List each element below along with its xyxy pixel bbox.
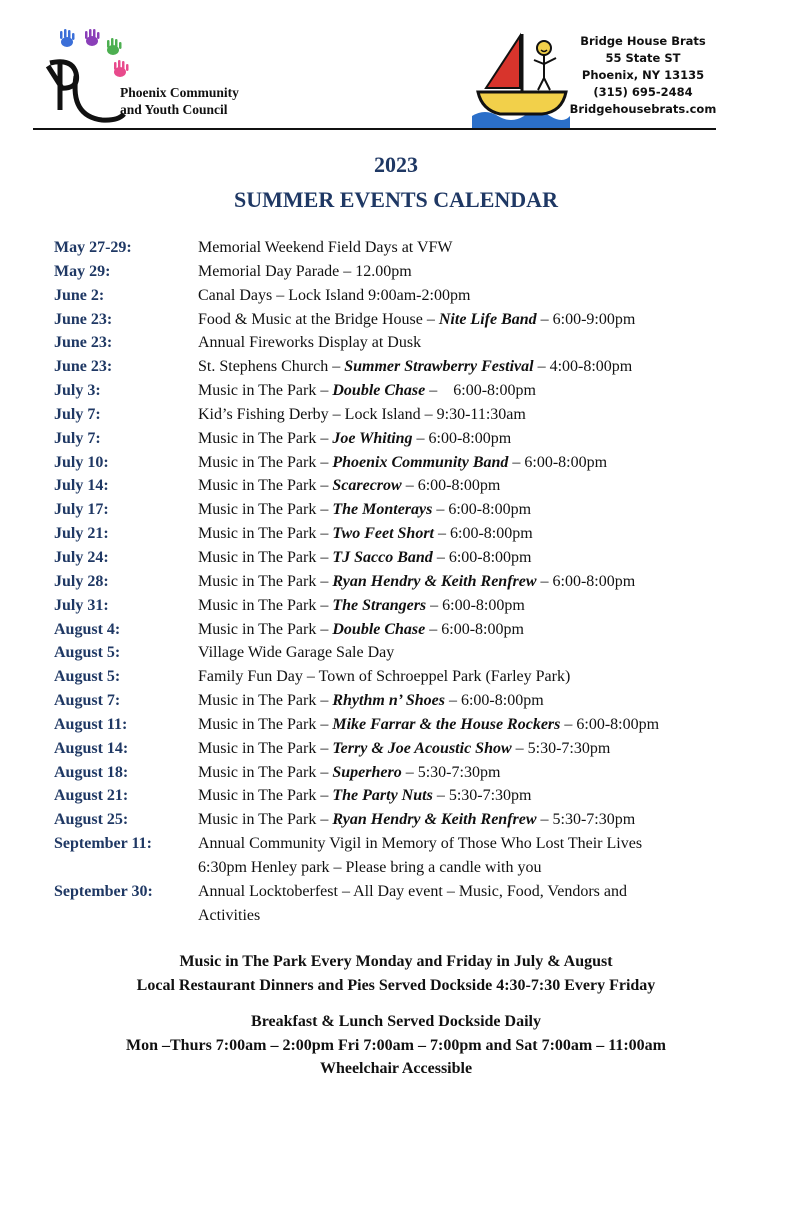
event-text-segment: Music in The Park – — [198, 692, 333, 710]
event-date: August 4: — [54, 620, 121, 638]
event-description-line — [198, 379, 754, 403]
calendar-title: SUMMER EVENTS CALENDAR — [234, 187, 558, 212]
event-row — [54, 522, 754, 546]
event-description — [198, 284, 754, 308]
event-description-line — [198, 880, 754, 904]
event-description — [198, 641, 754, 665]
event-description-line — [198, 355, 754, 379]
event-description — [198, 260, 754, 284]
blue-handprint-icon — [60, 29, 75, 47]
event-date: September 11: — [54, 835, 152, 853]
event-text-segment: Annual Locktoberfest – All Day event – Music, Food, Vendors and — [198, 882, 627, 900]
event-text-segment: Music in The Park – — [198, 501, 333, 519]
event-row — [54, 784, 754, 808]
event-text-segment: – 6:00-9:00pm — [536, 310, 636, 328]
event-text-segment: Memorial Day Parade – 12.00pm — [198, 262, 412, 280]
event-description — [198, 427, 754, 451]
event-date: June 23: — [54, 310, 113, 328]
performer-name: Summer Strawberry Festival — [344, 358, 534, 376]
contact-city: Phoenix, NY 13135 — [581, 68, 705, 82]
event-row — [54, 236, 754, 260]
event-description — [198, 570, 754, 594]
bridge-house-brats-logo — [470, 30, 720, 130]
performer-name: Two Feet Short — [332, 525, 434, 543]
schedule-note — [0, 950, 792, 997]
dockside-note — [0, 1010, 792, 1081]
event-description — [198, 665, 754, 689]
event-description-line — [198, 451, 754, 475]
event-row — [54, 594, 754, 618]
event-text-segment: – 6:00-8:00pm — [432, 548, 532, 566]
hours-note-line: Mon –Thurs 7:00am – 2:00pm Fri 7:00am – 7:00pm and Sat 7:00am – 11:00am — [126, 1036, 666, 1054]
event-text-segment: Music in The Park – — [198, 477, 333, 495]
performer-name: Mike Farrar & the House Rockers — [332, 715, 561, 733]
event-text-segment: Kid’s Fishing Derby – Lock Island – 9:30-11:30am — [198, 405, 526, 423]
event-date: May 29: — [54, 262, 111, 280]
event-text-segment: – 6:00-8:00pm — [434, 525, 533, 543]
event-description — [198, 618, 754, 642]
event-row — [54, 260, 754, 284]
event-row — [54, 570, 754, 594]
event-text-segment: St. Stephens Church – — [198, 358, 345, 376]
event-text-segment: Music in The Park – — [198, 763, 333, 781]
event-row — [54, 331, 754, 355]
event-date: July 14: — [54, 477, 109, 495]
event-row — [54, 737, 754, 761]
event-row — [54, 665, 754, 689]
event-description-line — [198, 808, 754, 832]
event-date: August 21: — [54, 787, 129, 805]
event-row — [54, 427, 754, 451]
event-text-segment: – 6:00-8:00pm — [425, 382, 536, 400]
event-description-line — [198, 594, 754, 618]
event-text-segment: Annual Community Vigil in Memory of Those Who Lost Their Lives — [198, 835, 643, 853]
event-description-line — [198, 665, 754, 689]
event-description — [198, 308, 754, 332]
event-date: June 23: — [54, 358, 113, 376]
event-date: August 5: — [54, 668, 121, 686]
event-text-segment: – 6:00-8:00pm — [425, 620, 524, 638]
event-date: July 21: — [54, 525, 109, 543]
events-list — [54, 236, 754, 927]
event-text-segment: – 6:00-8:00pm — [560, 715, 660, 733]
event-description-line — [198, 832, 754, 856]
event-description-line — [198, 522, 754, 546]
event-text-segment: Canal Days – Lock Island 9:00am-2:00pm — [198, 286, 471, 304]
performer-name: Ryan Hendry & Keith Renfrew — [332, 572, 537, 590]
event-description — [198, 379, 754, 403]
event-description-line — [198, 546, 754, 570]
org-name — [120, 84, 239, 118]
green-handprint-icon — [107, 38, 122, 55]
event-text-segment: Music in The Park – — [198, 525, 333, 543]
event-row — [54, 618, 754, 642]
event-row — [54, 355, 754, 379]
event-description-line — [198, 284, 754, 308]
event-description-line — [198, 856, 754, 880]
event-description — [198, 880, 754, 928]
event-text-segment: – 6:00-8:00pm — [444, 692, 544, 710]
event-text-segment: Village Wide Garage Sale Day — [198, 644, 395, 662]
performer-name: Phoenix Community Band — [332, 453, 509, 471]
event-date: July 7: — [54, 429, 101, 447]
event-text-segment: Music in The Park – — [198, 548, 333, 566]
event-description — [198, 808, 754, 832]
event-description-line — [198, 236, 754, 260]
event-description-line — [198, 784, 754, 808]
performer-name: The Strangers — [332, 596, 427, 614]
contact-website: Bridgehousebrats.com — [569, 102, 717, 116]
event-date: July 17: — [54, 501, 109, 519]
event-text-segment: – 6:00-8:00pm — [536, 572, 636, 590]
event-text-segment: Food & Music at the Bridge House – — [198, 310, 439, 328]
dinner-note-line: Local Restaurant Dinners and Pies Served Dockside 4:30-7:30 Every Friday — [136, 976, 656, 994]
event-text-segment: – 6:00-8:00pm — [401, 477, 501, 495]
event-text-segment: – 5:30-7:30pm — [401, 763, 501, 781]
event-date: August 11: — [54, 715, 128, 733]
event-date: July 10: — [54, 453, 109, 471]
event-date: July 28: — [54, 572, 109, 590]
event-description — [198, 689, 754, 713]
event-description-line — [198, 498, 754, 522]
event-date: August 25: — [54, 811, 129, 829]
event-row — [54, 403, 754, 427]
event-text-segment: – 6:00-8:00pm — [432, 501, 532, 519]
event-row — [54, 880, 754, 928]
event-description — [198, 832, 754, 880]
event-row — [54, 498, 754, 522]
event-description — [198, 331, 754, 355]
performer-name: Scarecrow — [332, 477, 402, 495]
event-description — [198, 498, 754, 522]
event-description — [198, 594, 754, 618]
event-text-segment: Music in The Park – — [198, 382, 333, 400]
event-row — [54, 474, 754, 498]
event-row — [54, 832, 754, 880]
event-row — [54, 713, 754, 737]
event-text-segment: Music in The Park – — [198, 572, 333, 590]
performer-name: Nite Life Band — [438, 310, 537, 328]
event-date: May 27-29: — [54, 239, 132, 256]
event-row — [54, 546, 754, 570]
pink-handprint-icon — [114, 60, 129, 77]
performer-name: Superhero — [332, 763, 402, 781]
event-text-segment: – 4:00-8:00pm — [533, 358, 633, 376]
event-date: August 7: — [54, 692, 121, 710]
event-description — [198, 355, 754, 379]
event-text-segment: – 5:30-7:30pm — [511, 739, 611, 757]
event-text-segment: Music in The Park – — [198, 596, 333, 614]
event-description-line — [198, 427, 754, 451]
event-text-segment: Activities — [198, 906, 261, 924]
event-text-segment: Music in The Park – — [198, 715, 333, 733]
performer-name: TJ Sacco Band — [332, 548, 433, 566]
event-text-segment: – 6:00-8:00pm — [412, 429, 512, 447]
performer-name: Joe Whiting — [332, 429, 413, 447]
event-description — [198, 403, 754, 427]
event-text-segment: Music in The Park – — [198, 811, 333, 829]
event-text-segment: Music in The Park – — [198, 739, 333, 757]
contact-phone: (315) 695-2484 — [593, 85, 693, 99]
performer-name: Terry & Joe Acoustic Show — [332, 739, 512, 757]
event-description — [198, 784, 754, 808]
event-text-segment: – 5:30-7:30pm — [536, 811, 636, 829]
event-row — [54, 761, 754, 785]
event-row — [54, 808, 754, 832]
event-description-line — [198, 403, 754, 427]
event-row — [54, 689, 754, 713]
event-description-line — [198, 618, 754, 642]
event-date: July 31: — [54, 596, 109, 614]
event-description-line — [198, 570, 754, 594]
event-description-line — [198, 713, 754, 737]
contact-street: 55 State ST — [605, 51, 681, 65]
performer-name: Double Chase — [332, 620, 426, 638]
year-title: 2023 — [374, 152, 418, 177]
event-description-line — [198, 641, 754, 665]
breakfast-note-line: Breakfast & Lunch Served Dockside Daily — [251, 1013, 541, 1030]
event-row — [54, 284, 754, 308]
event-text-segment: – 6:00-8:00pm — [426, 596, 525, 614]
event-description — [198, 713, 754, 737]
event-date: July 24: — [54, 548, 109, 566]
event-text-segment: Music in The Park – — [198, 620, 333, 638]
event-row — [54, 641, 754, 665]
accessibility-note-line: Wheelchair Accessible — [319, 1060, 473, 1077]
event-description-line — [198, 761, 754, 785]
org-name-line-1: Phoenix Community — [120, 85, 239, 100]
event-description-line — [198, 331, 754, 355]
event-date: June 23: — [54, 334, 113, 352]
event-description-line — [198, 689, 754, 713]
event-date: September 30: — [54, 882, 153, 900]
event-text-segment: Music in The Park – — [198, 453, 333, 471]
performer-name: The Monterays — [332, 501, 433, 519]
event-date: August 18: — [54, 763, 129, 781]
event-description — [198, 451, 754, 475]
event-text-segment: – 5:30-7:30pm — [432, 787, 532, 805]
music-note-line: Music in The Park Every Monday and Friday in July & August — [179, 953, 613, 970]
pcyc-logo — [40, 28, 270, 128]
sailboat-logo-icon — [470, 30, 570, 130]
event-description-line — [198, 260, 754, 284]
event-description-line — [198, 737, 754, 761]
event-date: August 14: — [54, 739, 129, 757]
event-text-segment: – 6:00-8:00pm — [508, 453, 608, 471]
event-date: August 5: — [54, 644, 121, 662]
event-description-line — [198, 904, 754, 928]
event-row — [54, 379, 754, 403]
event-description — [198, 761, 754, 785]
event-date: July 3: — [54, 382, 101, 400]
contact-info — [568, 33, 718, 118]
event-text-segment: Memorial Weekend Field Days at VFW — [198, 239, 453, 256]
event-row — [54, 451, 754, 475]
event-text-segment: Music in The Park – — [198, 787, 333, 805]
event-date: July 7: — [54, 405, 101, 423]
event-row — [54, 308, 754, 332]
performer-name: The Party Nuts — [332, 787, 433, 805]
event-description — [198, 546, 754, 570]
performer-name: Rhythm n’ Shoes — [332, 692, 445, 710]
event-date: June 2: — [54, 286, 105, 304]
contact-name: Bridge House Brats — [580, 34, 706, 48]
event-description — [198, 737, 754, 761]
performer-name: Double Chase — [332, 382, 426, 400]
event-text-segment: 6:30pm Henley park – Please bring a candle with you — [198, 858, 542, 876]
event-description — [198, 236, 754, 260]
event-text-segment: Music in The Park – — [198, 429, 333, 447]
org-name-line-2: and Youth Council — [120, 102, 228, 117]
event-text-segment: Annual Fireworks Display at Dusk — [198, 334, 422, 352]
event-description-line — [198, 474, 754, 498]
header-divider — [33, 128, 716, 130]
event-description-line — [198, 308, 754, 332]
event-description — [198, 522, 754, 546]
event-text-segment: Family Fun Day – Town of Schroeppel Park (Farley Park) — [198, 668, 571, 686]
event-description — [198, 474, 754, 498]
performer-name: Ryan Hendry & Keith Renfrew — [332, 811, 537, 829]
purple-handprint-icon — [85, 29, 100, 46]
